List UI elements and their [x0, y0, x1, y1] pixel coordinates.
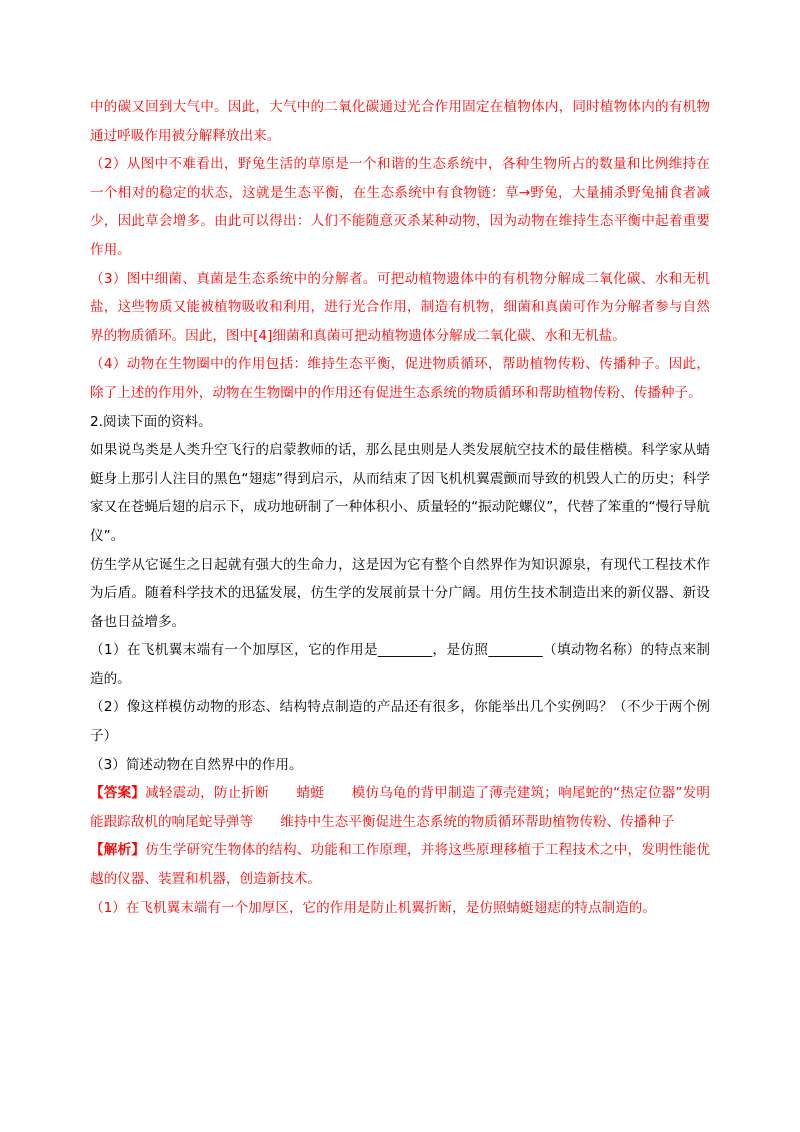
sub-question-1: （1）在飞机翼末端有一个加厚区，它的作用是________，是仿照________（填动物名称）的特点来制造的。	[90, 642, 710, 687]
question-2-heading: 2.阅读下面的资料。	[90, 413, 212, 430]
analysis-text: 仿生学研究生物体的结构、功能和工作原理，并将这些原理移植于工程技术之中，发明性能优越的仪器、装置和机器，创造新技术。	[90, 842, 711, 888]
answer-tag: 【答案】	[90, 785, 146, 802]
sub-question-3: （3）简述动物在自然界中的作用。	[90, 756, 303, 773]
sub-question-2: （2）像这样模仿动物的形态、结构特点制造的产品还有很多，你能举出几个实例吗？（不少于两个例子）	[90, 699, 710, 745]
analysis-continuation: 中的碳又回到大气中。因此，大气中的二氧化碳通过光合作用固定在植物体内，同时植物体内的有机物通过呼吸作用被分解释放出来。	[90, 99, 710, 144]
answer-block	[90, 779, 710, 836]
analysis-part-2: （2）从图中不难看出，野兔生活的草原是一个和谐的生态系统中，各种生物所占的数量和比例维持在一个相对的稳定的状态，这就是生态平衡，在生态系统中有食物链：草→野兔，大量捕杀野兔捕食者减少，因此草会增多。由此可以得出：人们不能随意灭杀某种动物，因为动物在维持生态平衡中起着重要作用。	[90, 156, 710, 258]
analysis-part-4: （4）动物在生物圈中的作用包括：维持生态平衡，促进物质循环，帮助植物传粉、传播种子。因此，除了上述的作用外，动物在生物圈中的作用还有促进生态系统的物质循环和帮助植物传粉、传播种子。	[90, 356, 710, 401]
reading-material-paragraph-2: 仿生学从它诞生之日起就有强大的生命力，这是因为它有整个自然界作为知识源泉，有现代工程技术作为后盾。随着科学技术的迅猛发展，仿生学的发展前景十分广阔。用仿生技术制造出来的新仪器、新设备也日益增多。	[90, 556, 710, 630]
analysis-sub-1: （1）在飞机翼末端有一个加厚区，它的作用是防止机翼折断，是仿照蜻蜓翅痣的特点制造的。	[90, 899, 656, 916]
analysis-part-3: （3）图中细菌、真菌是生态系统中的分解者。可把动植物遗体中的有机物分解成二氧化碳、水和无机盐，这些物质又能被植物吸收和利用，进行光合作用，制造有机物，细菌和真菌可作为分解者参与自然界的物质循环。因此，图中[4]细菌和真菌可把动植物遗体分解成二氧化碳、水和无机盐。	[90, 270, 710, 344]
document-page	[90, 93, 710, 922]
reading-material-paragraph-1: 如果说鸟类是人类升空飞行的启蒙教师的话，那么昆虫则是人类发展航空技术的最佳楷模。科学家从蜻蜓身上那引人注目的黑色“翅痣”得到启示，从而结束了因飞机机翼震颤而导致的机毁人亡的历史；科学家又在苍蝇后翅的启示下，成功地研制了一种体积小、质量轻的“振动陀螺仪”，代替了笨重的“慢行导航仪”。	[90, 442, 710, 544]
answer-text: 减轻震动，防止折断 蜻蜓 模仿乌龟的背甲制造了薄壳建筑；响尾蛇的“热定位器”发明能跟踪敌机的响尾蛇导弹等 维持中生态平衡促进生态系统的物质循环帮助植物传粉、传播种子	[90, 785, 710, 830]
analysis-block	[90, 836, 710, 893]
analysis-tag: 【解析】	[90, 842, 146, 859]
